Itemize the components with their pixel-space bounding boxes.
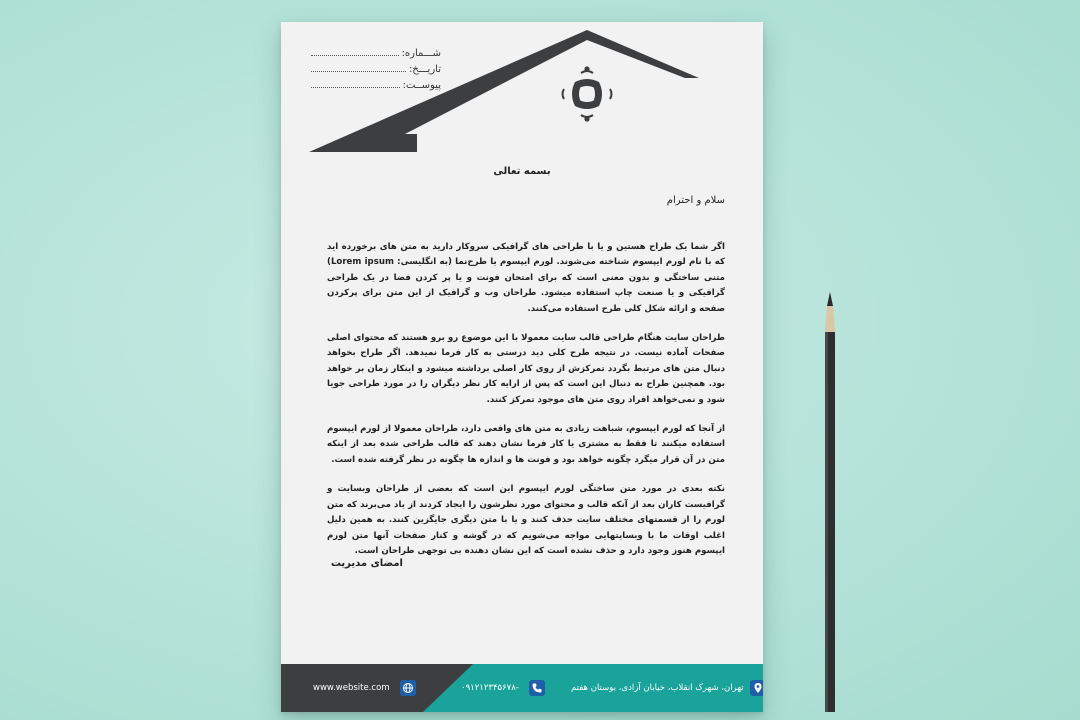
body-paragraph-3: از آنجا که لورم ایپسوم، شباهت زیادی به متن های واقعی دارد، طراحان معمولا از لورم ایپسوم استفاده میکنند تا فقط به مشتری یا کار فرما نشان دهند که قالب طراحی شده بعد از اینکه متن در آن قرار میگرد چگونه خواهد بود و فونت ها و اندازه ها چگونه در نظر گرفته شده است. bbox=[327, 424, 725, 465]
meta-number-label: شـــماره: bbox=[401, 48, 441, 59]
meta-attachment-label: پیوســت: bbox=[402, 80, 441, 91]
greeting: سلام و احترام bbox=[666, 195, 725, 206]
location-pin-icon bbox=[750, 680, 763, 696]
letter-body bbox=[327, 240, 725, 573]
logo-icon bbox=[557, 64, 617, 124]
meta-date-row bbox=[311, 62, 441, 78]
body-paragraph-1: اگر شما یک طراح هستین و یا با طراحی های گرافیکی سروکار دارید به متن های برخورده اید که با نام لورم ایپسوم شناخته می‌شوند. لورم ایپسوم یا طرح‌نما (به انگلیسی: Lorem ipsum) متنی ساختگی و بدون معنی است که برای امتحان فونت و یا پر کردن فضا در یک طراحی گرافیکی و یا صنعت چاپ استفاده میشود. طراحان وب و گرافیک از این متن برای پرکردن صفحه و ارائه شکل کلی طرح استفاده می‌کنند. bbox=[327, 242, 725, 314]
website-text: www.website.com bbox=[313, 683, 390, 693]
meta-number-dots bbox=[311, 46, 399, 56]
body-paragraph-4: نکته بعدی در مورد متن ساختگی لورم ایپسوم این است که بعضی از طراحان وبسایت و گرافیست کاران بعد از آنکه قالب و محتوای مورد نظرشون را ایجاد کردند از یاد می‌برند که متن لورم را از قسمتهای مختلف سایت حذف کنند و یا با متن دیگری جایگزین کنند. به همین دلیل اغلب اوقات ما با وبسایتهایی مواجه می‌شویم که در گوشه و کنار صفحات آنها متن لورم ایپسوم هنوز وجود دارد و حذف نشده است که این نشان دهنده بی توجهی طراحان است. bbox=[327, 484, 725, 556]
footer-website[interactable] bbox=[313, 678, 416, 698]
phone-text: ۰۹۱۲۱۲۳۴۵۶۷۸- bbox=[461, 683, 519, 693]
phone-icon bbox=[529, 680, 545, 696]
meta-date-label: تاریـــخ: bbox=[408, 64, 441, 75]
footer-bar bbox=[281, 664, 763, 712]
meta-attachment-dots bbox=[311, 78, 400, 88]
signature-label: امضای مدیریت bbox=[330, 558, 403, 569]
footer-address[interactable] bbox=[571, 678, 763, 698]
meta-number-row bbox=[311, 46, 441, 62]
footer-phone[interactable] bbox=[461, 678, 545, 698]
document-header: بسمه تعالی bbox=[493, 166, 551, 177]
pencil-icon bbox=[820, 292, 840, 712]
globe-icon bbox=[400, 680, 416, 696]
meta-date-dots bbox=[311, 62, 406, 72]
letterhead-paper bbox=[281, 22, 763, 712]
meta-attachment-row bbox=[311, 78, 441, 94]
address-text: تهران، شهرک انقلاب، خیابان آزادی، بوستان هفتم bbox=[571, 683, 744, 693]
body-paragraph-2: طراحان سایت هنگام طراحی قالب سایت معمولا با این موضوع رو برو هستند که محتوای اصلی صفحات آماده نیست. در نتیجه طرح کلی دید درستی به کار فرما نمیدهد. اگر طراح بخواهد دنبال متن های مرتبط بگردد تمرکزش از روی کار اصلی برداشته میشود و اینکار زمان بر خواهد بود. همچنین طراح به دنبال این است که پس از ارایه کار نظر دیگران را در مورد طراحی جویا شود و نمی‌خواهد افراد روی متن های موجود تمرکز کنند. bbox=[327, 333, 725, 405]
letter-meta bbox=[311, 46, 441, 94]
